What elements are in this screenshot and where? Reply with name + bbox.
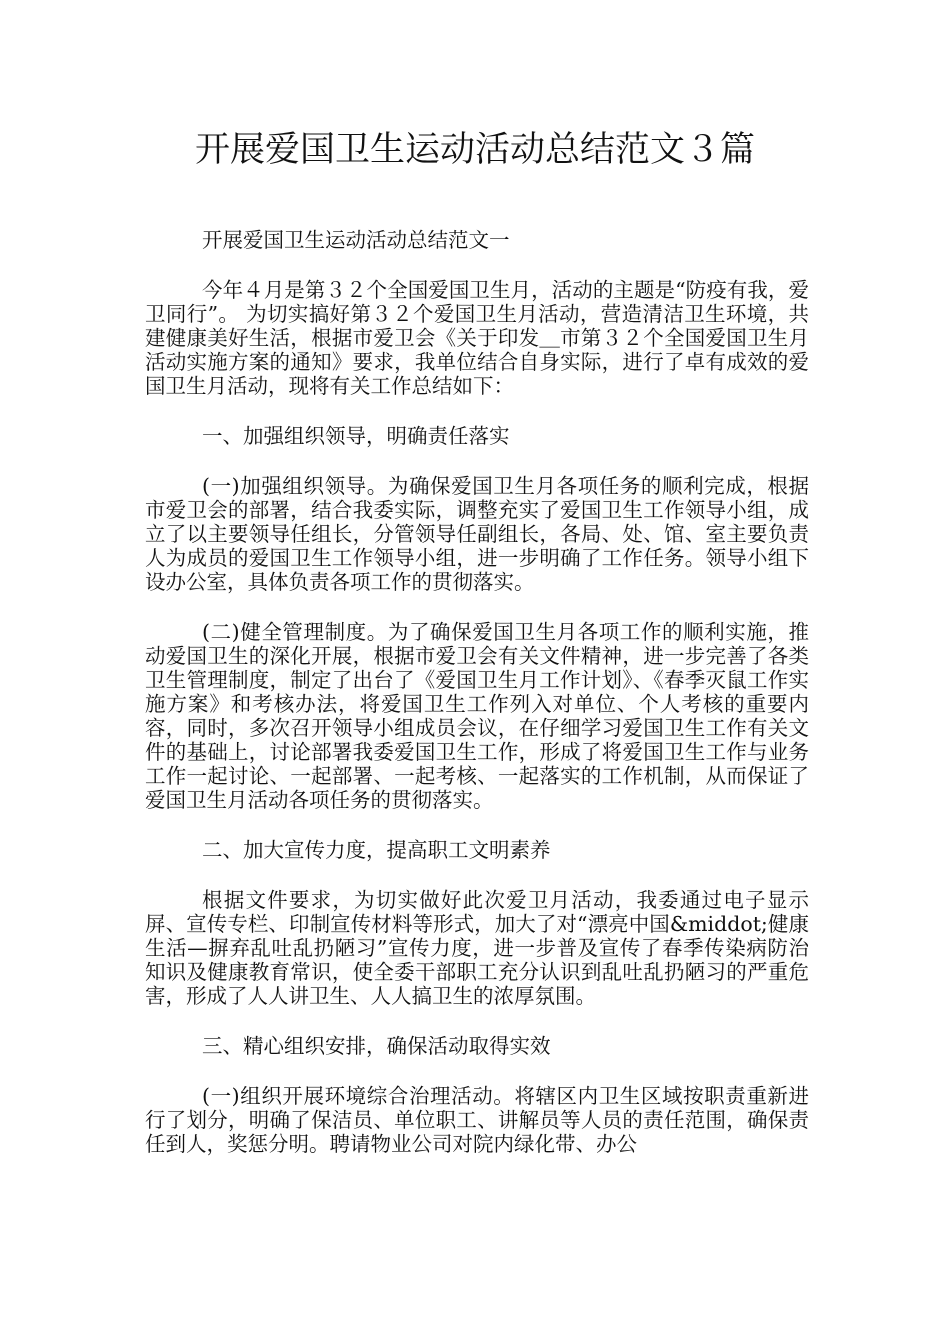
- paragraph-1-2: (二)健全管理制度。为了确保爱国卫生月各项工作的顺利实施，推动爱国卫生的深化开展，根据市爱卫会有关文件精神，进一步完善了各类卫生管理制度，制定了出台了《爱国卫生月工作计划》、《春季灭鼠工作实施方案》和考核办法，将爱国卫生工作列入对单位、个人考核的重要内容，同时，多次召开领导小组成员会议，在仔细学习爱国卫生工作有关文件的基础上，讨论部署我委爱国卫生工作，形成了将爱国卫生工作与业务工作一起讨论、一起部署、一起考核、一起落实的工作机制，从而保证了爱国卫生月活动各项任务的贯彻落实。: [145, 620, 809, 812]
- document-title: 开展爱国卫生运动活动总结范文３篇: [194, 130, 755, 170]
- section-heading-1: 一、加强组织领导，明确责任落实: [202, 424, 510, 448]
- section-heading-3: 三、精心组织安排，确保活动取得实效: [202, 1034, 551, 1058]
- paragraph-intro: 今年４月是第３２个全国爱国卫生月，活动的主题是“防疫有我，爱卫同行”。 为切实搞好第３２个爱国卫生月活动，营造清洁卫生环境，共建健康美好生活，根据市爱卫会《关于印发＿市第３２个全国爱国卫生月活动实施方案的通知》要求，我单位结合自身实际，进行了卓有成效的爱国卫生月活动，现将有关工作总结如下：: [145, 278, 809, 398]
- section-heading-2: 二、加大宣传力度，提高职工文明素养: [202, 838, 551, 862]
- paragraph-subtitle: 开展爱国卫生运动活动总结范文一: [202, 228, 510, 252]
- document-body: [145, 228, 809, 1182]
- paragraph-3-1: (一)组织开展环境综合治理活动。将辖区内卫生区域按职责重新进行了划分，明确了保洁员、单位职工、讲解员等人员的责任范围，确保责任到人，奖惩分明。聘请物业公司对院内绿化带、办公: [145, 1084, 809, 1156]
- paragraph-1-1: (一)加强组织领导。为确保爱国卫生月各项任务的顺利完成，根据市爱卫会的部署，结合我委实际，调整充实了爱国卫生工作领导小组，成立了以主要领导任组长，分管领导任副组长，各局、处、馆、室主要负责人为成员的爱国卫生工作领导小组，进一步明确了工作任务。领导小组下设办公室，具体负责各项工作的贯彻落实。: [145, 474, 809, 594]
- paragraph-2-1: 根据文件要求，为切实做好此次爱卫月活动，我委通过电子显示屏、宣传专栏、印制宣传材料等形式，加大了对“漂亮中国&middot;健康生活—摒弃乱吐乱扔陋习”宣传力度，进一步普及宣传了春季传染病防治知识及健康教育常识，使全委干部职工充分认识到乱吐乱扔陋习的严重危害，形成了人人讲卫生、人人搞卫生的浓厚氛围。: [145, 888, 809, 1008]
